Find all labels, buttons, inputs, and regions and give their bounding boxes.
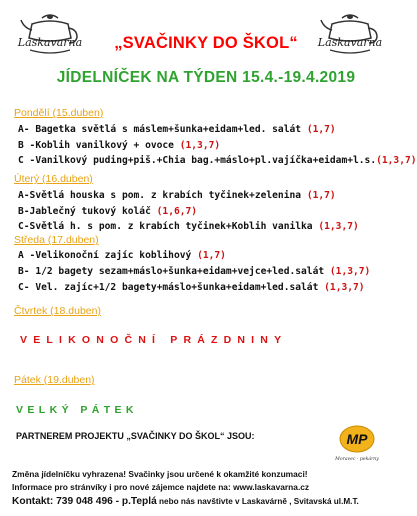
notice-text: Změna jídelníčku vyhrazena! Svačinky jsou určené k okamžité konzumaci! [12, 469, 308, 479]
menu-week-heading: JÍDELNÍČEK NA TÝDEN 15.4.-19.4.2019 [56, 69, 356, 86]
menu-item: A- Bagetka světlá s máslem+šunka+eidam+led. salát (1,7) [18, 124, 336, 135]
menu-item: C- Vel. zajíc+1/2 bagety+máslo+šunka+eidam+led.salát (1,3,7) [18, 282, 365, 293]
page-title: „SVAČINKY DO ŠKOL“ [114, 34, 298, 52]
moravec-pekarny-logo [335, 424, 379, 464]
menu-item: A -Velikonoční zajíc koblihový (1,7) [18, 250, 226, 261]
svg-text:Laskavarna: Laskavarna [17, 36, 83, 49]
menu-item: A-Světlá houska s pom. z krabích tyčinek+zelenina (1,7) [18, 190, 336, 201]
menu-item: C-Světlá h. s pom. z krabích tyčinek+Koblih vanilka (1,3,7) [18, 221, 359, 232]
contact-text: Kontakt: 739 048 496 - p.Teplá nebo nás navštivte v Laskavárně , Svitavská ul.M.T. [12, 496, 359, 507]
info-text: Informace pro stránvíky i pro nové zájemce najdete na: www.laskavarna.cz [12, 482, 310, 492]
menu-item: B-Jablečný tukový koláč (1,6,7) [18, 206, 198, 217]
menu-item: B -Koblih vanilkový + ovoce (1,3,7) [18, 140, 221, 151]
partner-heading: PARTNEREM PROJEKTU „SVAČINKY DO ŠKOL“ JSOU: [16, 431, 255, 441]
holiday-note-easter: VELIKONOČNÍ PRÁZDNINY [20, 334, 288, 346]
day-heading-thursday: Čtvrtek (18.duben) [14, 305, 101, 317]
svg-text:Laskavarna: Laskavarna [317, 36, 383, 49]
menu-item: B- 1/2 bagety sezam+máslo+šunka+eidam+vejce+led.salát (1,3,7) [18, 266, 371, 277]
svg-text:Moravec - pekárny: Moravec - pekárny [335, 457, 379, 462]
day-heading-monday: Pondělí (15.duben) [14, 107, 104, 119]
day-heading-wednesday: Středa (17.duben) [14, 234, 99, 246]
day-heading-tuesday: Úterý (16.duben) [14, 173, 93, 185]
svg-text:MP: MP [346, 431, 368, 447]
holiday-note-good-friday: VELKÝ PÁTEK [16, 404, 138, 416]
menu-item: C -Vanilkový puding+piš.+Chia bag.+máslo+pl.vajíčka+eidam+l.s.(1,3,7) [18, 155, 417, 166]
day-heading-friday: Pátek (19.duben) [14, 374, 95, 386]
